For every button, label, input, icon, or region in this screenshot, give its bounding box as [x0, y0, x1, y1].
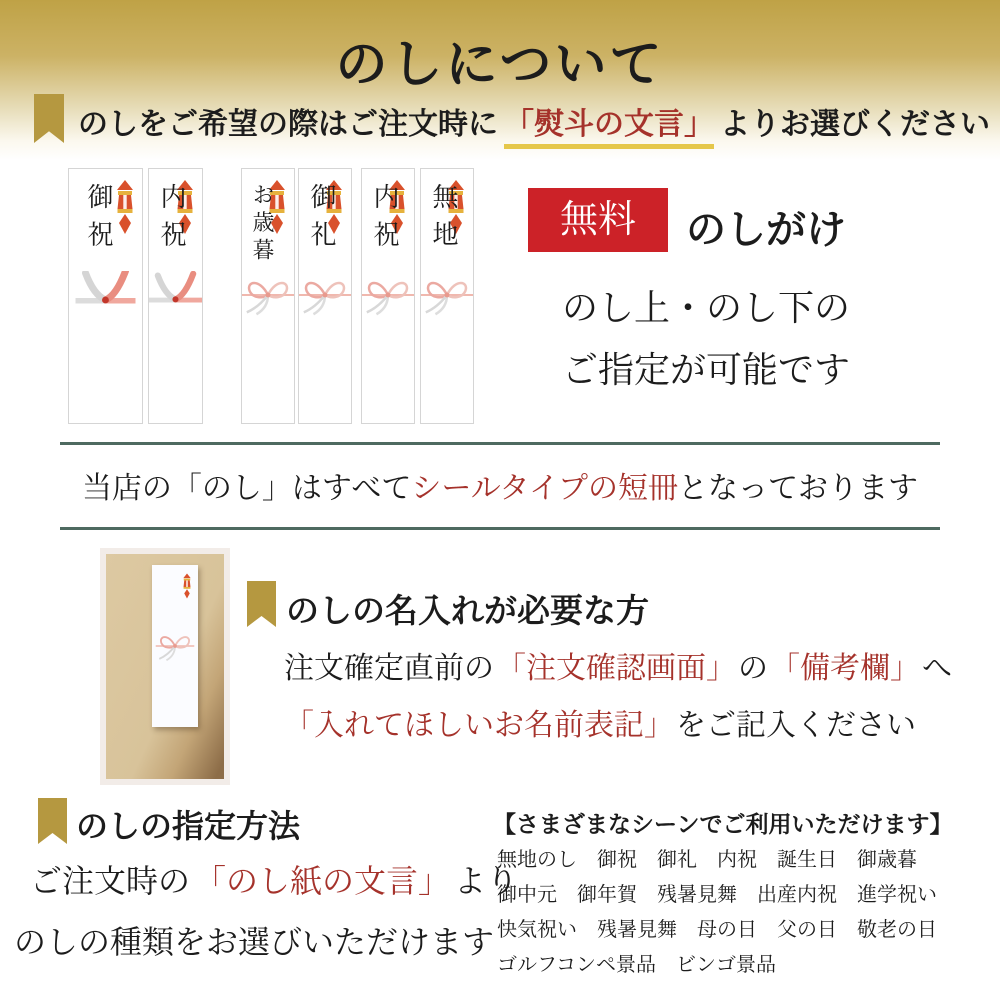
noshi-ornament-icon [112, 179, 138, 235]
scene-line: ゴルフコンペ景品 ビンゴ景品 [497, 954, 776, 976]
page-title: のしについて [335, 37, 665, 94]
seal-note-suffix: となっております [678, 472, 919, 505]
bookmark-ribbon-icon [38, 798, 67, 844]
musubikiri-knot-icon [69, 271, 142, 319]
naming-line1-mid: の [738, 652, 768, 685]
scene-line: 無地のし 御祝 御礼 内祝 誕生日 御歳暮 [497, 849, 917, 871]
bow-knot-icon [242, 271, 294, 319]
bow-knot-icon [421, 271, 473, 319]
free-badge: 無料 [528, 188, 668, 252]
noshi-strip-orei [298, 168, 352, 424]
seal-note-highlight: シールタイプの短冊 [411, 472, 679, 505]
musubikiri-knot-icon [149, 271, 202, 319]
howto-instruction-line2: のしの種類をお選びいただけます [14, 924, 495, 960]
scene-line: 御中元 御年賀 残暑見舞 出産内祝 進学祝い [497, 884, 937, 906]
noshi-strip-muji [420, 168, 474, 424]
offer-title: のしがけ [686, 207, 846, 252]
naming-line2-suffix: をご記入ください [676, 709, 916, 742]
seal-note-prefix: 当店の「のし」はすべて [81, 472, 412, 505]
intro-note-prefix: のしをご希望の際はご注文時に [78, 108, 498, 141]
photo-noshi-strip [152, 565, 198, 727]
intro-note-highlight: 「熨斗の文言」 [504, 108, 714, 149]
naming-line1-red1: 「注文確認画面」 [496, 652, 736, 685]
naming-line1-suffix: へ [922, 652, 952, 685]
bow-knot-icon [155, 631, 195, 661]
intro-note [78, 99, 990, 143]
noshi-strip-uchiiwai [148, 168, 203, 424]
intro-note-suffix: よりお選びください [720, 108, 990, 141]
noshi-strip-label: 内祝 [157, 183, 186, 259]
bow-knot-icon [362, 271, 414, 319]
naming-instruction-line2 [282, 700, 916, 744]
noshi-strip-label: 無地 [429, 183, 458, 259]
bow-knot-icon [299, 271, 351, 319]
howto-section-heading: のしの指定方法 [76, 808, 301, 844]
naming-line2-red: 「入れてほしいお名前表記」 [284, 709, 674, 742]
naming-section-heading: のしの名入れが必要な方 [286, 594, 649, 630]
noshi-strip-label: 御祝 [84, 183, 113, 259]
howto-line1-suffix: より [454, 863, 519, 899]
howto-instruction-line1 [30, 856, 518, 902]
naming-line1-red2: 「備考欄」 [770, 652, 920, 685]
bookmark-ribbon-icon [247, 581, 276, 627]
noshi-strip-label: お歳暮 [250, 183, 275, 266]
naming-instruction-line1 [284, 643, 952, 687]
noshi-strip-label: 御礼 [307, 183, 336, 259]
noshi-strip-oiwai [68, 168, 143, 424]
noshi-strip-label: 内祝 [370, 183, 399, 259]
noshi-strip-oseibo [241, 168, 295, 424]
seal-type-note [0, 463, 1000, 507]
offer-line2: ご指定が可能です [562, 350, 851, 390]
noshi-ornament-icon [181, 573, 193, 599]
noshi-photo [100, 548, 230, 785]
divider-line-bottom [60, 527, 940, 530]
noshi-strip-uchiiwai-2 [361, 168, 415, 424]
howto-line1-prefix: ご注文時の [30, 863, 191, 899]
offer-line1: のし上・のし下の [562, 288, 851, 328]
scenes-list-heading: 【さまざまなシーンでご利用いただけます】 [493, 811, 953, 837]
naming-line1-prefix: 注文確定直前の [284, 652, 494, 685]
scene-line: 快気祝い 残暑見舞 母の日 父の日 敬老の日 [497, 919, 937, 941]
howto-line1-red: 「のし紙の文言」 [194, 863, 451, 899]
divider-line-top [60, 442, 940, 445]
